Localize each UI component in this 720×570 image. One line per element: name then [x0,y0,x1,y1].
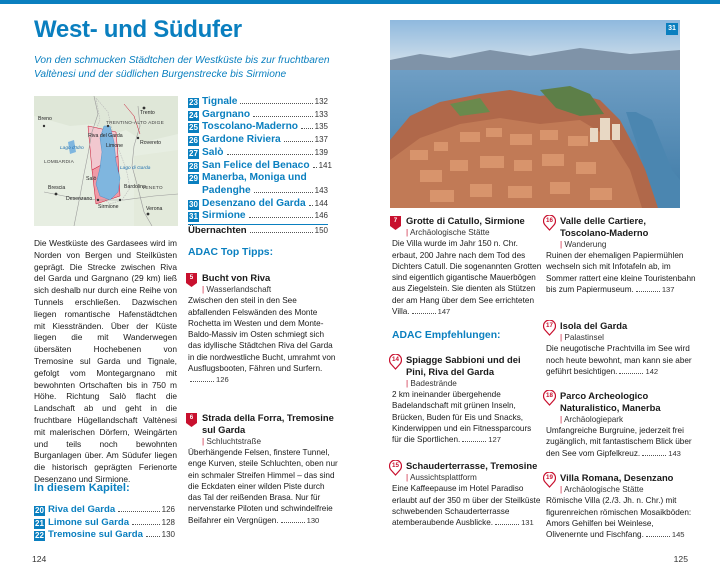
chapter-toc [188,96,332,238]
toc-number: 25 [189,123,198,133]
entry-page: 143 [668,448,681,458]
map-label-sirmione: Sirmione [98,204,119,210]
entry-top-tipp[interactable] [392,215,542,317]
chapter-list [34,504,175,542]
entry-text: Die neugotische Prachtvilla im See wird noch heute bewohnt, man kann sie aber geführt besichtigen. [546,344,692,376]
location-marker-icon: 5 [185,272,198,288]
toc-overview-item[interactable] [188,225,328,238]
chapter-item[interactable] [34,504,175,517]
entry-text: Eine Kaffeepause im Hotel Paradiso erlaubt auf der 350 m über der Steilküste schwebenden Schauderterrasse atemberaubende Ausblicke. [392,484,541,528]
map-label-bardolino: Bardolino [124,184,146,190]
entry-title: Strada della Forra, Tremosine sul Garda [202,412,334,435]
toc-page: 146 [314,211,328,221]
chapter-name: Riva del Garda [48,504,116,515]
toc-item[interactable] [188,147,328,160]
entry-page: 137 [661,284,675,294]
entry-page: 145 [671,530,685,540]
toc-page: 137 [314,135,328,145]
toc-item[interactable] [188,198,328,211]
map-label-salo: Salò [86,176,97,182]
entry-title: Parco Archeologico Naturalistico, Manerba [560,390,661,413]
toc-item[interactable] [188,159,332,173]
entry-text: Römische Villa (2./3. Jh. n. Chr.) mit figurenreichen römischen Mosaikböden: Amors Gehilfen bei Weinlese, Olivenernte und Fischfang. [546,496,692,540]
top-tipps-heading: ADAC Top Tipps: [188,247,274,258]
toc-number: 26 [189,136,198,146]
entry-page: 130 [306,515,320,525]
location-marker-icon: 17 [543,320,556,336]
entry-recommendation[interactable] [546,320,696,377]
chapter-item[interactable] [34,529,175,542]
entry-recommendation[interactable] [546,215,696,295]
toc-name: Toscolano-Maderno [202,121,299,133]
toc-page: 132 [314,97,328,106]
map-label-desenzano: Desenzano [66,196,93,202]
entry-page: 126 [216,375,229,385]
entry-title: Schauderterrasse, Tremosine [406,460,538,471]
photo-number-badge: 31 [666,23,678,35]
chapter-number: 20 [35,506,44,515]
entry-page: 147 [437,306,451,316]
location-marker-icon: 6 [185,412,198,428]
photo-graphic [390,20,680,208]
toc-item[interactable] [188,109,328,122]
location-marker-icon: 16 [543,215,556,231]
toc-page: 139 [314,147,328,157]
empfehlungen-heading: ADAC Empfehlungen: [392,330,501,341]
entry-recommendation[interactable] [392,354,542,445]
map-label-trentino: TRENTINO-ALTO ADIGE [106,121,164,126]
entry-title: Spiagge Sabbioni und dei Pini, Riva del Garda [406,354,521,377]
toc-page: 141 [318,160,332,170]
right-page-number: 125 [673,554,688,564]
entry-category: | Wanderung [560,239,696,250]
chapter-item[interactable] [34,517,175,530]
region-map [34,96,178,226]
toc-name: Übernachten [188,225,247,237]
page-subtitle: Von den schmucken Städtchen der Westküste bis zur fruchtbaren Valtènesi und der südlichen Burgenstrecke bis Sirmione [34,55,330,80]
entry-text: Umfangreiche Burgruine, jederzeit frei zugänglich, mit fantastischem Blick über den See vom Gipfelkreuz. [546,426,692,458]
entry-category: | Palastinsel [560,332,696,343]
entry-page: 142 [645,366,659,376]
chapter-page: 128 [161,517,175,527]
toc-page: 143 [314,185,328,195]
entry-text: Zwischen den steil in den See abfallenden Felswänden des Monte Rochetta im Westen und dem Monte-Baldo-Massiv im Osten schmiegt sich das idyllische Städtchen Riva del Garda in die nordwestliche Bucht, umrahmt von Ausflugsbooten, Fähren und Surfern. [188,296,336,373]
entry-text: 2 km ineinander übergehende Badelandschaft mit grünen Inseln, Brücken, Buden für Eis und Snacks, Kinderwippen und ein Fitnessparcours für die Sportlichen. [392,390,532,445]
map-label-lombardia: LOMBARDIA [44,160,75,165]
toc-name: Manerba, Moniga und [202,172,307,184]
toc-name: Sirmione [202,210,246,222]
toc-number: 27 [189,148,198,158]
toc-number: 30 [189,199,198,209]
entry-text: Überhängende Felsen, finstere Tunnel, enge Kurven, steile Schluchten, oben nur ein schmaler Streifen Himmel – das sind die Eckdaten einer wilden Piste durch das Tal der reißenden Brasa. Nur für nervenstarke Piloten und schwindelfreie Beifahrer ein Vergnügen. [188,448,338,525]
map-label-lago-idro: Lago d'Idro [60,146,84,151]
toc-page: 135 [314,122,328,132]
map-label-trento: Trento [140,110,155,116]
map-label-riva: Riva del Garda [88,133,123,139]
location-marker-icon: 18 [543,390,556,406]
toc-number: 28 [189,161,198,171]
chapter-page: 130 [161,530,175,539]
entry-recommendation[interactable] [546,472,696,540]
chapter-number: 22 [35,531,44,540]
entry-text: Ruinen der ehemaligen Papiermühlen wechseln sich mit Infotafeln ab, im Sommer rattert eine kleine Touristenbahn bis zum Papiermuseum. [546,251,696,294]
toc-name: Salò [202,146,224,158]
toc-item-continued[interactable] [188,185,328,198]
toc-name: Tignale [202,96,238,107]
toc-name: Desenzano del Garda [202,197,306,209]
toc-item[interactable] [188,96,328,109]
toc-item[interactable] [188,172,328,185]
entry-category: | Badestrände [406,378,542,389]
location-marker-icon: 14 [389,354,402,370]
toc-name: Padenghe [202,184,251,196]
chapter-number: 21 [35,518,44,528]
map-label-lago-garda: Lago di Garda [120,166,151,171]
entry-category: | Archäologische Stätte [406,227,542,238]
toc-item[interactable] [188,210,328,223]
entry-page: 127 [488,435,501,445]
left-page-number: 124 [32,554,47,564]
toc-name: Gardone Riviera [202,134,281,146]
top-accent-rule [0,0,720,4]
map-label-limone: Limone [106,143,124,149]
entry-recommendation[interactable] [392,460,542,528]
entry-title: Grotte di Catullo, Sirmione [406,215,525,226]
toc-name: Gargnano [202,108,251,120]
page-title: West- und Südufer [34,16,242,43]
toc-item[interactable] [188,121,328,134]
toc-number: 23 [189,98,198,107]
entry-recommendation[interactable] [546,390,696,459]
chapter-name: Limone sul Garda [48,516,130,528]
location-marker-icon: 7 [389,215,402,231]
sirmione-aerial-photo [390,20,680,208]
entry-page: 131 [521,518,534,528]
entry-category: | Aussichtsplattform [406,472,542,483]
toc-number: 29 [189,174,198,184]
toc-page: 133 [314,109,328,119]
toc-number: 31 [189,212,198,222]
map-label-brescia: Brescia [48,185,66,191]
toc-page: 150 [314,226,328,236]
entry-title: Bucht von Riva [202,272,271,283]
entry-category: | Archäologische Stätte [560,484,696,495]
chapter-heading: In diesem Kapitel: [34,482,130,494]
chapter-page: 126 [161,505,175,514]
entry-category: | Wasserlandschaft [202,284,338,295]
entry-title: Valle delle Cartiere, Toscolano-Maderno [560,215,649,238]
entry-category: | Archäologiepark [560,414,696,425]
location-marker-icon: 15 [389,460,402,476]
intro-text: Die Westküste des Gardasees wird im Norden von Bergen und Steilküsten geprägt. Die Strecke zwischen Riva del Garda und Gargnano (29 km) ließ sich deshalb nur durch eine Reihe von Tunnels erschließen. Dazwischen liegen romantische Hafenstädtchen mit Kiesstränden. Über der Küste liegen die mit Wanderwegen übersäten Hochebenen von Tremosine sul Garda und Tignale, gefolgt vom Montegargnano mit bewohnten Ortschaften bis in 750 m Höhe. Richtung Salò flacht die Landschaft ab und geht in die fruchtbare Hügellandschaft Valtènesi mit malerischen Dörfern, Weingärten und teils noch bewohnten Burganlagen über. Am Südufer liegen die historisch geprägten Ferienorte Desenzano und Sirmione. [34,238,177,484]
map-label-breno: Breno [38,116,52,122]
toc-name: San Felice del Benaco [202,159,310,171]
toc-number: 24 [189,110,198,120]
chapter-name: Tremosine sul Garda [48,529,143,540]
entry-title: Isola del Garda [560,320,628,331]
toc-page: 144 [314,198,328,208]
map-label-rovereto: Rovereto [140,140,162,146]
location-marker-icon: 19 [543,472,556,488]
toc-item[interactable] [188,134,328,147]
map-label-veneto: VENETO [142,186,163,191]
entry-top-tipp[interactable] [188,412,338,526]
entry-category: | Schluchtstraße [202,436,338,447]
entry-title: Villa Romana, Desenzano [560,472,674,483]
entry-top-tipp[interactable] [188,272,338,386]
entry-text: Die Villa wurde im Jahr 150 n. Chr. erbaut, 200 Jahre nach dem Tod des Dichters Catull. Die sogenannten Grotten sind eigentlich gigantische Mauerbögen aus Ziegelstein. Sie dienten als Stützen der am Hang über dem See errichteten Villa. [392,239,542,316]
map-label-verona: Verona [146,206,163,212]
